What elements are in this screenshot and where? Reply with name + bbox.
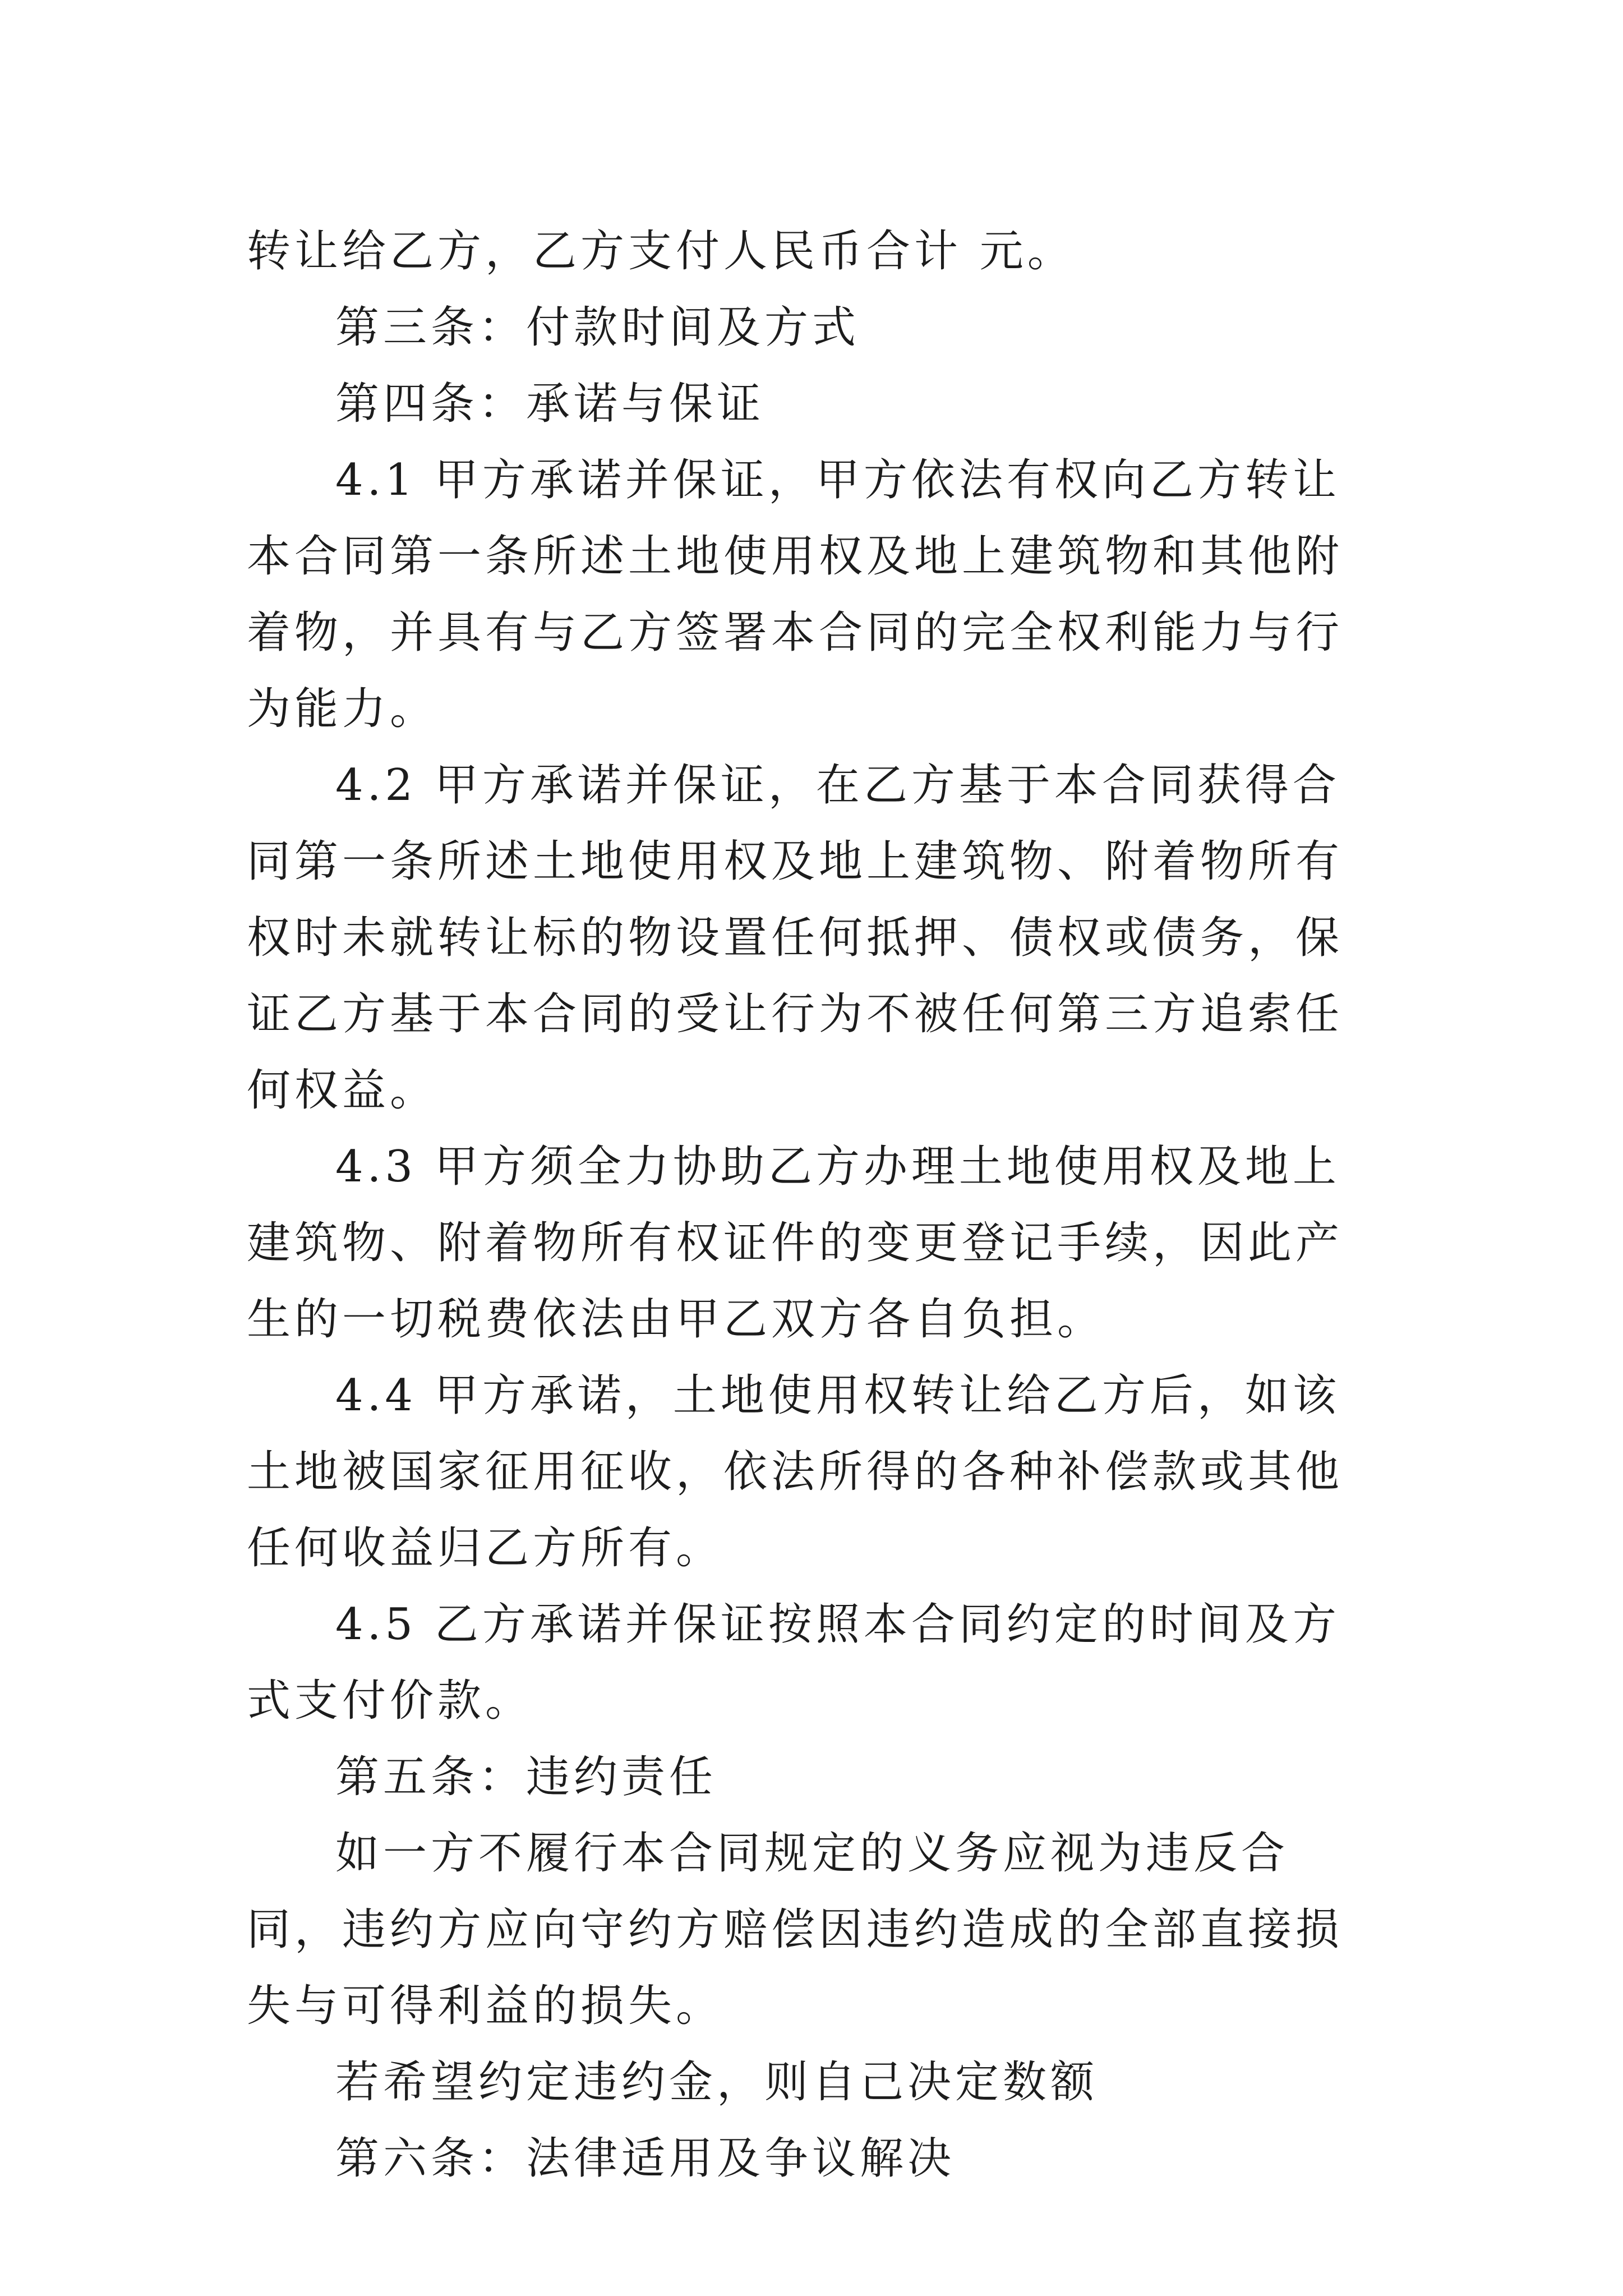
heading-article-3: 第三条：付款时间及方式: [335, 302, 860, 353]
clause-4-1: 4.1 甲方承诺并保证，甲方依法有权向乙方转让本合同第一条所述土地使用权及地上建筑物和其他附着物，并具有与乙方签署本合同的完全权利能力与行为能力。: [247, 455, 1344, 734]
clause-4-5: 4.5 乙方承诺并保证按照本合同约定的时间及方式支付价款。: [247, 1599, 1340, 1726]
document-body: [247, 213, 1380, 2197]
heading-article-4: 第四条：承诺与保证: [335, 379, 765, 429]
heading-article-5: 第五条：违约责任: [335, 1752, 717, 1802]
clause-4-4: 4.4 甲方承诺，土地使用权转让给乙方后，如该土地被国家征用征收，依法所得的各种补偿款或其他任何收益归乙方所有。: [247, 1370, 1344, 1573]
heading-article-6: 第六条：法律适用及争议解决: [335, 2133, 956, 2184]
paragraph-breach-liability: 如一方不履行本合同规定的义务应视为违反合同，违约方应向守约方赔偿因违约造成的全部直接损失与可得利益的损失。: [247, 1828, 1344, 2031]
clause-4-2: 4.2 甲方承诺并保证，在乙方基于本合同获得合同第一条所述土地使用权及地上建筑物、附着物所有权时未就转让标的物设置任何抵押、债权或债务，保证乙方基于本合同的受让行为不被任何第三方追索任何权益。: [247, 760, 1344, 1116]
paragraph-liquidated-damages: 若希望约定违约金，则自己决定数额: [335, 2057, 1099, 2108]
clause-4-3: 4.3 甲方须全力协助乙方办理土地使用权及地上建筑物、附着物所有权证件的变更登记手续，因此产生的一切税费依法由甲乙双方各自负担。: [247, 1142, 1344, 1345]
paragraph-transfer-payment: 转让给乙方，乙方支付人民币合计 元。: [247, 226, 1075, 277]
